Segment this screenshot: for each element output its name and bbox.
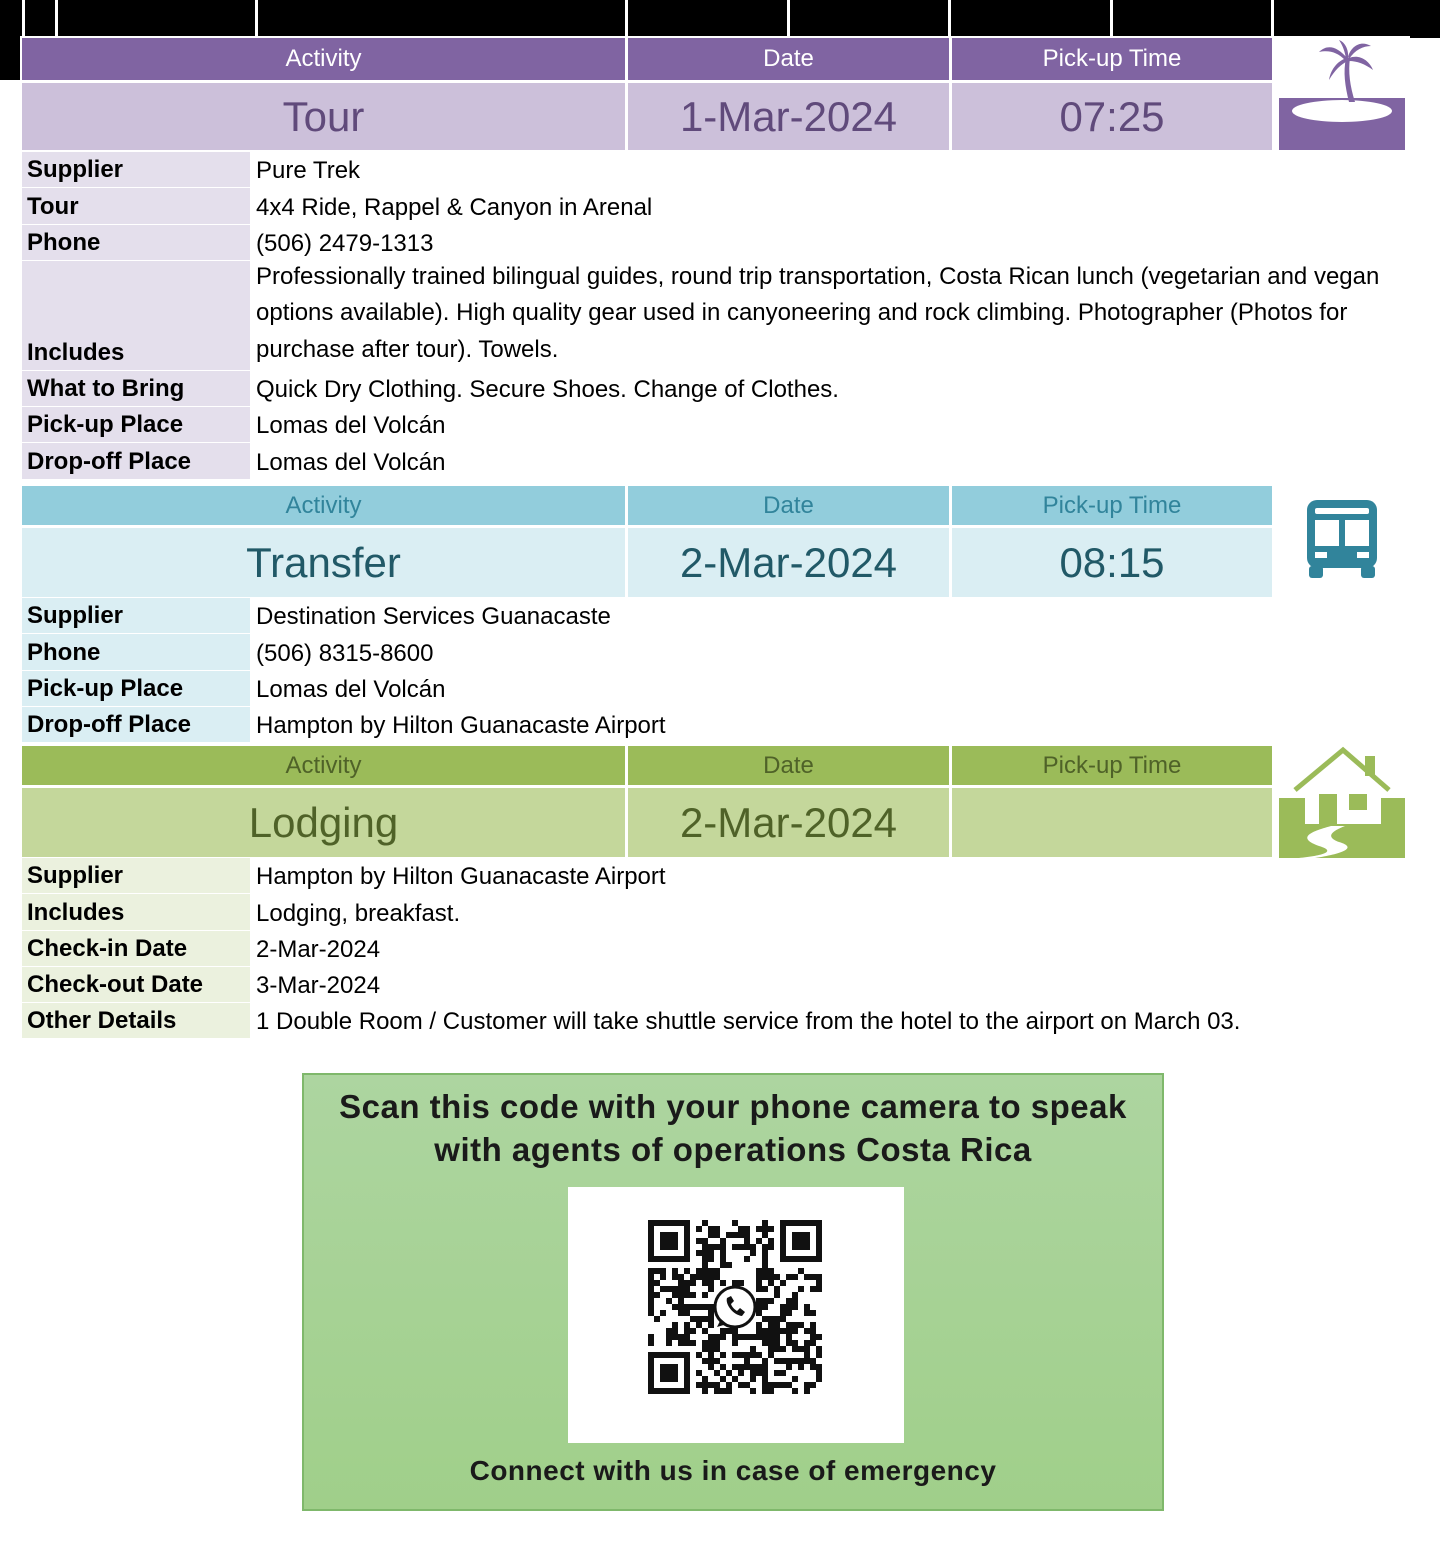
- detail-label: Phone: [22, 634, 250, 670]
- detail-value: Hampton by Hilton Guanacaste Airport: [256, 863, 666, 891]
- activity-header: Activity: [22, 746, 625, 785]
- tour-values-row: [22, 83, 1272, 150]
- pickup-time-header: Pick-up Time: [952, 486, 1272, 525]
- detail-row: [22, 671, 1410, 707]
- qr-code-card[interactable]: [568, 1187, 904, 1443]
- date-header: Date: [628, 486, 949, 525]
- detail-label: Includes: [22, 261, 250, 371]
- lodging-section: [22, 746, 1422, 1042]
- pickup-time-value: 08:15: [952, 528, 1272, 597]
- detail-row: [22, 261, 1410, 371]
- detail-value: Pure Trek: [256, 157, 361, 185]
- detail-row: [22, 634, 1410, 670]
- detail-row: [22, 225, 1410, 261]
- tour-details: [22, 152, 1410, 480]
- detail-label: Drop-off Place: [22, 443, 250, 479]
- date-header: Date: [628, 746, 949, 785]
- activity-value: Tour: [22, 83, 625, 150]
- detail-row: [22, 188, 1410, 224]
- pickup-time-value: [952, 788, 1272, 857]
- detail-value: Lomas del Volcán: [256, 675, 446, 703]
- date-value: 2-Mar-2024: [628, 788, 949, 857]
- detail-row: [22, 1003, 1410, 1039]
- tour-header-row: [22, 38, 1272, 80]
- emergency-qr-panel: [302, 1073, 1164, 1511]
- detail-value: 4x4 Ride, Rappel & Canyon in Arenal: [256, 193, 653, 221]
- detail-value: Lomas del Volcán: [256, 448, 446, 476]
- detail-value: (506) 2479-1313: [256, 229, 434, 257]
- detail-value: 1 Double Room / Customer will take shuttle service from the hotel to the airport on March 03.: [256, 1008, 1241, 1036]
- qr-finder-pattern: [648, 1220, 690, 1262]
- qr-title-line-2: with agents of operations Costa Rica: [434, 1131, 1032, 1168]
- transfer-section: [22, 486, 1422, 744]
- transfer-details: [22, 598, 1410, 743]
- pickup-time-value: 07:25: [952, 83, 1272, 150]
- detail-row: [22, 598, 1410, 634]
- lodging-header-row: [22, 746, 1272, 785]
- whatsapp-icon: [715, 1287, 755, 1327]
- detail-row: [22, 931, 1410, 967]
- detail-row: [22, 407, 1410, 443]
- date-header: Date: [628, 38, 949, 80]
- detail-label: Supplier: [22, 858, 250, 894]
- detail-label: Pick-up Place: [22, 407, 250, 443]
- detail-value: Hampton by Hilton Guanacaste Airport: [256, 712, 666, 740]
- house-icon: [1279, 746, 1405, 858]
- detail-label: Pick-up Place: [22, 671, 250, 707]
- qr-footer: Connect with us in case of emergency: [469, 1455, 997, 1486]
- detail-label: Supplier: [22, 598, 250, 634]
- detail-row: [22, 858, 1410, 894]
- detail-label: Check-in Date: [22, 931, 250, 967]
- activity-value: Transfer: [22, 528, 625, 597]
- tour-section: [22, 38, 1422, 484]
- detail-label: Drop-off Place: [22, 707, 250, 743]
- detail-label: Includes: [22, 894, 250, 930]
- detail-value: Lomas del Volcán: [256, 412, 446, 440]
- qr-code[interactable]: [568, 1187, 904, 1443]
- detail-value: Quick Dry Clothing. Secure Shoes. Change of Clothes.: [256, 376, 839, 404]
- lodging-values-row: [22, 788, 1272, 857]
- transfer-values-row: [22, 528, 1272, 597]
- detail-value: (506) 8315-8600: [256, 639, 434, 667]
- detail-row: [22, 967, 1410, 1003]
- qr-finder-pattern: [648, 1352, 690, 1394]
- lodging-details: [22, 858, 1410, 1039]
- detail-value: 3-Mar-2024: [256, 972, 381, 1000]
- transfer-header-row: [22, 486, 1272, 525]
- palm-island-icon: [1279, 38, 1405, 152]
- detail-value: Lodging, breakfast.: [256, 899, 461, 927]
- top-border-bar: [0, 0, 1440, 36]
- pickup-time-header: Pick-up Time: [952, 746, 1272, 785]
- date-value: 2-Mar-2024: [628, 528, 949, 597]
- pickup-time-header: Pick-up Time: [952, 38, 1272, 80]
- detail-row: [22, 443, 1410, 479]
- detail-label: What to Bring: [22, 371, 250, 407]
- detail-label: Phone: [22, 225, 250, 261]
- detail-value: Professionally trained bilingual guides, round trip transportation, Costa Rican lunch (vegetarian and vegan options available). High quality gear used in canyoneering and rock climbing. Photographer (Photos for purchase after tour). Towels.: [256, 263, 1380, 363]
- detail-value: 2-Mar-2024: [256, 935, 381, 963]
- qr-title-line-1: Scan this code with your phone camera to speak: [339, 1088, 1127, 1125]
- detail-value: Destination Services Guanacaste: [256, 603, 611, 631]
- left-border-bar: [0, 36, 20, 80]
- qr-finder-pattern: [780, 1220, 822, 1262]
- activity-value: Lodging: [22, 788, 625, 857]
- detail-label: Check-out Date: [22, 967, 250, 1003]
- detail-label: Other Details: [22, 1003, 250, 1039]
- activity-header: Activity: [22, 486, 625, 525]
- detail-label: Tour: [22, 188, 250, 224]
- bus-icon: [1305, 498, 1379, 580]
- detail-row: [22, 894, 1410, 930]
- date-value: 1-Mar-2024: [628, 83, 949, 150]
- detail-row: [22, 152, 1410, 188]
- detail-row: [22, 371, 1410, 407]
- detail-row: [22, 707, 1410, 743]
- activity-header: Activity: [22, 38, 625, 80]
- detail-label: Supplier: [22, 152, 250, 188]
- qr-title: [304, 1085, 1162, 1171]
